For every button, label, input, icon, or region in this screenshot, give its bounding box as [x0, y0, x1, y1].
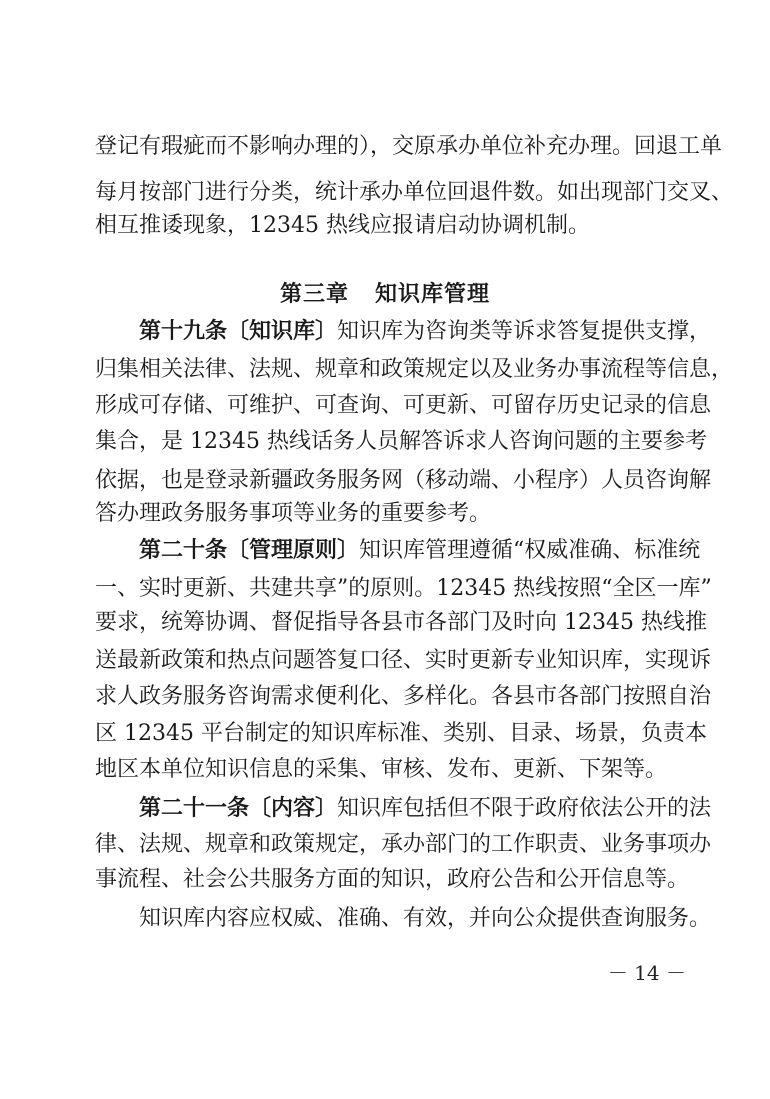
article-21-text-1: 知识库包括但不限于政府依法公开的法: [337, 796, 712, 821]
article-19-line-4: 集合，是 12345 热线话务人员解答诉求人咨询问题的主要参考: [95, 429, 707, 454]
article-20-line-5: 求人政务服务咨询需求便利化、多样化。各县市各部门按照自治: [95, 684, 712, 709]
article-20-line-7: 地区本单位知识信息的采集、审核、发布、更新、下架等。: [95, 757, 668, 782]
article-21-line-3: 事流程、社会公共服务方面的知识，政府公告和公开信息等。: [95, 867, 690, 892]
article-19-heading: 第十九条〔知识库〕: [139, 319, 338, 344]
article-19-line-6: 答办理政务服务事项等业务的重要参考。: [95, 501, 492, 526]
article-20-line-3: 要求，统筹协调、督促指导各县市各部门及时向 12345 热线推: [95, 610, 707, 635]
article-20-line-2: 一、实时更新、共建共享”的原则。12345 热线按照“全区一库”: [95, 576, 712, 601]
article-19-line-3: 形成可存储、可维护、可查询、可更新、可留存历史记录的信息: [95, 393, 712, 418]
article-21-first-line: [139, 791, 712, 827]
article-20-text-1: 知识库管理遵循“权威准确、标准统: [359, 538, 701, 563]
article-20-first-line: [139, 533, 701, 569]
article-19-line-5: 依据，也是登录新疆政务服务网（移动端、小程序）人员咨询解: [95, 468, 712, 493]
article-21-line-2: 律、法规、规章和政策规定，承办部门的工作职责、业务事项办: [95, 832, 712, 857]
article-20-line-4: 送最新政策和热点问题答复口径、实时更新专业知识库，实现诉: [95, 648, 712, 673]
article-19-line-2: 归集相关法律、法规、规章和政策规定以及业务办事流程等信息，: [95, 357, 734, 382]
continuation-line-1: 登记有瑕疵而不影响办理的），交原承办单位补充办理。回退工单: [95, 134, 723, 159]
chapter-heading: [0, 277, 770, 313]
article-19-text-1: 知识库为咨询类等诉求答复提供支撑，: [337, 319, 712, 344]
chapter-number: 第三章: [279, 282, 349, 307]
article-20-line-6: 区 12345 平台制定的知识库标准、类别、目录、场景，负责本: [95, 721, 707, 746]
continuation-line-2: 每月按部门进行分类，统计承办单位回退件数。如出现部门交叉、: [95, 180, 734, 205]
article-20-heading: 第二十条〔管理原则〕: [139, 538, 360, 563]
article-21-heading: 第二十一条〔内容〕: [139, 796, 338, 821]
article-19-first-line: [139, 314, 712, 350]
continuation-line-3: 相互推诿现象，12345 热线应报请启动协调机制。: [95, 213, 590, 238]
page-number: － 14 －: [607, 961, 686, 985]
chapter-title: 知识库管理: [375, 282, 491, 307]
closing-paragraph: 知识库内容应权威、准确、有效，并向公众提供查询服务。: [139, 906, 712, 931]
